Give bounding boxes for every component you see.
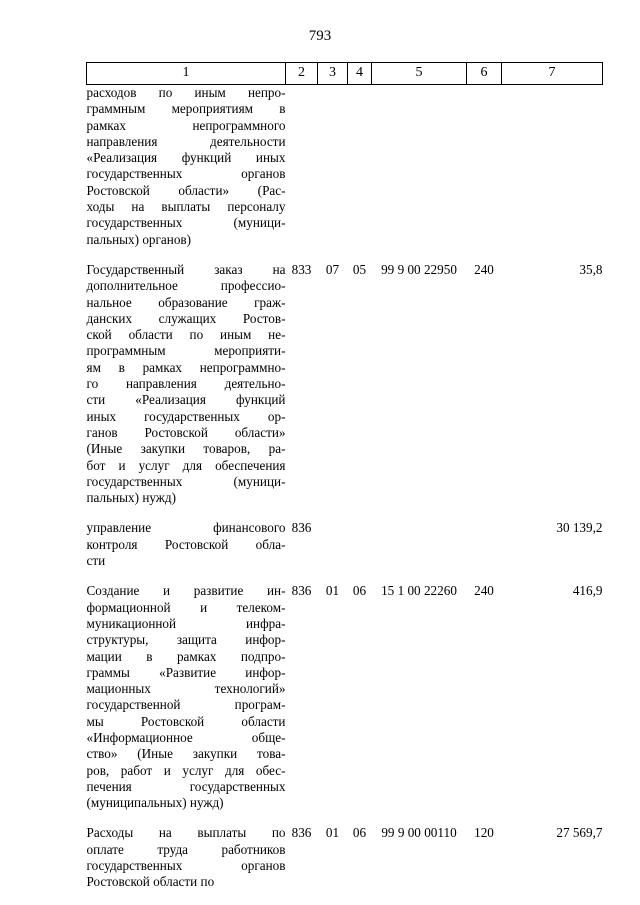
description-line: Ростовской области» (Рас- [86,182,286,198]
header-row [87,63,603,85]
description-line: граммы «Развитие инфор- [86,664,286,680]
expense-type-code: 240 [474,583,494,599]
description-line: нальное образование граж- [86,294,286,310]
amount: 35,8 [579,261,603,277]
header-col-1: 1 [87,63,286,85]
description-line: ходы на выплаты персоналу [86,199,286,215]
description-line: Создание и развитие ин- [86,583,286,599]
amount: 416,9 [572,583,603,599]
description-line: пальных) нужд) [86,490,177,506]
description-line: рамках непрограммного [86,117,286,133]
description-line: Ростовской области по [86,874,215,890]
description-line: данских служащих Ростов- [86,310,286,326]
description-line: мационных технологий» [86,681,286,697]
description-line: пальных) органов) [86,231,192,247]
table-row [87,583,603,825]
header-col-6: 6 [467,63,502,85]
expense-type-code [467,85,502,262]
row-description [87,520,286,583]
description-line: ганов Ростовской области» [86,424,286,440]
subsection-code: 06 [352,825,367,841]
description-line: государственной програм- [86,697,286,713]
table-row [87,825,603,890]
expense-type-code: 240 [474,261,494,277]
row-description [87,85,286,262]
description-line: сти «Реализация функций [86,392,286,408]
description-line: расходов по иным непро- [86,85,286,100]
header-col-4: 4 [348,63,372,85]
description-line: программным мероприяти- [86,343,286,359]
ministry-code: 836 [291,520,312,536]
description-line: оплате труда работников [86,841,286,857]
section-code: 01 [325,825,340,841]
description-line: (Иные закупки товаров, ра- [86,441,286,457]
header-col-7: 7 [502,63,603,85]
description-line: муникационной инфра- [86,615,286,631]
description-line: «Информационное обще- [86,729,286,745]
section-code: 07 [325,261,340,277]
description-line: иных государственных ор- [86,408,286,424]
page-number: 793 [308,28,332,44]
description-line: ской области по иным не- [86,327,286,343]
section-code: 01 [325,583,340,599]
row-description [87,583,286,825]
target-article-code: 15 1 00 22260 [381,583,457,599]
description-line: направления деятельности [86,133,286,149]
description-line: государственных органов [86,166,286,182]
target-article-code [372,520,467,583]
table-row [87,262,603,520]
amount [502,85,603,262]
description-line: дополнительное профессио- [86,278,286,294]
target-article-code [372,85,467,262]
ministry-code: 836 [291,583,312,599]
expense-type-code: 120 [474,825,494,841]
subsection-code: 05 [352,261,367,277]
table-row [87,85,603,262]
description-line: государственных органов [86,858,286,874]
description-line: Расходы на выплаты по [86,825,286,841]
table-row [87,520,603,583]
target-article-code: 99 9 00 22950 [381,261,457,277]
description-line: го направления деятельно- [86,376,286,392]
amount: 30 139,2 [556,520,603,536]
description-line: ство» (Иные закупки това- [86,746,286,762]
header-col-5: 5 [372,63,467,85]
description-line: сти [86,553,106,569]
description-line: «Реализация функций иных [86,150,286,166]
description-line: формационной и телеком- [86,599,286,615]
row-description [87,825,286,890]
header-col-2: 2 [286,63,318,85]
row-description [87,262,286,520]
ministry-code [286,85,318,262]
description-line: ров, работ и услуг для обес- [86,762,286,778]
description-line: мы Ростовской области [86,713,286,729]
subsection-code [348,520,372,583]
description-line: граммным мероприятиям в [86,101,286,117]
description-line: контроля Ростовской обла- [86,536,286,552]
description-line: государственных (муници- [86,473,286,489]
header-col-3: 3 [318,63,348,85]
description-line: Государственный заказ на [86,261,286,277]
description-line: бот и услуг для обеспечения [86,457,286,473]
expense-type-code [467,520,502,583]
subsection-code: 06 [352,583,367,599]
description-line: печения государственных [86,778,286,794]
section-code [318,520,348,583]
subsection-code [348,85,372,262]
ministry-code: 833 [291,261,312,277]
description-line: структуры, защита инфор- [86,632,286,648]
description-line: (муниципальных) нужд) [86,795,224,811]
description-line: государственных (муници- [86,215,286,231]
budget-table [86,62,603,891]
amount: 27 569,7 [556,825,603,841]
section-code [318,85,348,262]
description-line: мации в рамках подпро- [86,648,286,664]
ministry-code: 836 [291,825,312,841]
description-line: ям в рамках непрограммно- [86,359,286,375]
description-line: управление финансового [86,520,286,536]
target-article-code: 99 9 00 00110 [381,825,457,841]
